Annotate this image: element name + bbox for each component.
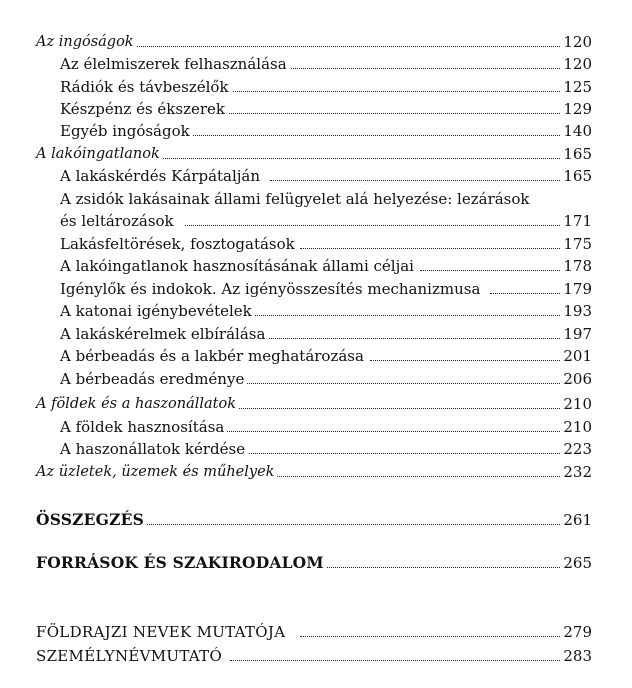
toc-page-number: 265 [560,552,592,574]
toc-index-title: FÖLDRAJZI NEVEK MUTATÓJA [36,621,288,643]
toc-page-number: 175 [560,233,592,255]
toc-entry-foldek-haszonallatok[interactable] [0,393,632,415]
toc-entry-lakaskerdes[interactable] [0,165,632,187]
toc-subsection-title: Igénylők és indokok. Az igényösszesítés mechanizmusa [60,278,483,300]
toc-subsection-title: A katonai igénybevételek [60,300,255,322]
dot-leader [185,225,560,226]
dot-leader [420,270,560,271]
toc-section-title: A földek és a haszonállatok [36,393,239,415]
toc-entry-lakoingatlanok[interactable] [0,143,632,165]
toc-subsection-title: Készpénz és ékszerek [60,98,228,120]
toc-entry-haszonallatok[interactable] [0,438,632,460]
dot-leader [245,453,560,454]
toc-entry-allami-celjai[interactable] [0,255,632,277]
toc-page-number: 197 [560,323,592,345]
toc-subsection-title: Az élelmiszerek felhasználása [60,53,290,75]
toc-entry-keszpenz[interactable] [0,98,632,120]
toc-section-title: Az üzletek, üzemek és műhelyek [36,461,277,483]
dot-leader [310,567,560,568]
dot-leader [190,135,560,136]
toc-entry-forrasok[interactable] [0,552,632,574]
toc-entry-lakaskerelmek[interactable] [0,323,632,345]
toc-subsection-title: A haszonállatok kérdése [60,438,248,460]
dot-leader [270,180,560,181]
toc-entry-uzletek[interactable] [0,461,632,483]
dot-leader [220,113,560,114]
toc-section-title: Az ingóságok [36,31,137,53]
dot-leader [225,431,560,432]
toc-entry-szemelynevmutato[interactable] [0,645,632,667]
toc-page-number: 279 [560,621,592,643]
toc-entry-lakasfeltoresek[interactable] [0,233,632,255]
toc-page-number: 232 [560,461,592,483]
toc-page-number: 193 [560,300,592,322]
toc-subsection-title: A bérbeadás eredménye [60,368,247,390]
toc-page-number: 165 [560,143,592,165]
toc-entry-leltarozasok[interactable] [0,210,632,232]
toc-subsection-title: A lakóingatlanok hasznosításának állami céljai [60,255,417,277]
dot-leader [230,408,560,409]
toc-subsection-title: Egyéb ingóságok [60,120,193,142]
toc-page-number: 140 [560,120,592,142]
dot-leader [120,46,560,47]
toc-entry-zsidok-lakasai[interactable] [0,188,632,210]
toc-entry-foldek-hasznositasa[interactable] [0,416,632,438]
toc-subsection-title: Rádiók és távbeszélők [60,76,232,98]
dot-leader [255,338,560,339]
dot-leader [300,636,560,637]
toc-subsection-title: A lakáskérelmek elbírálása [60,323,268,345]
dot-leader [490,293,560,294]
toc-page-number: 129 [560,98,592,120]
toc-page-number: 210 [560,393,592,415]
toc-subsection-title: Lakásfeltörések, fosztogatások [60,233,298,255]
dot-leader [260,476,560,477]
toc-page-number: 178 [560,255,592,277]
toc-page-number: 283 [560,645,592,667]
toc-page-number: 120 [560,31,592,53]
dot-leader [300,248,560,249]
toc-subsection-title: és leltározások [60,210,177,232]
toc-page-number: 261 [560,509,592,531]
toc-subsection-title: A lakáskérdés Kárpátalján [60,165,263,187]
dot-leader [240,315,560,316]
toc-section-title: A lakóingatlanok [36,143,163,165]
toc-entry-igenylok[interactable] [0,278,632,300]
toc-entry-osszegzes[interactable] [0,509,632,531]
dot-leader [240,383,560,384]
dot-leader [370,360,560,361]
toc-page-number: 171 [560,210,592,232]
toc-page-number: 125 [560,76,592,98]
dot-leader [145,524,560,525]
toc-entry-egyeb[interactable] [0,120,632,142]
dot-leader [280,68,560,69]
dot-leader [150,158,560,159]
toc-entry-katonai[interactable] [0,300,632,322]
toc-entry-berbeadas-lakber[interactable] [0,345,632,367]
toc-page-number: 223 [560,438,592,460]
toc-subsection-title: A zsidók lakásainak állami felügyelet alá helyezése: lezárások [60,188,533,210]
toc-chapter-title: FORRÁSOK ÉS SZAKIRODALOM [36,552,327,574]
toc-page-number: 120 [560,53,592,75]
toc-entry-ingosagok[interactable] [0,31,632,53]
toc-page-number: 179 [560,278,592,300]
toc-page-number: 201 [560,345,592,367]
dot-leader [230,660,560,661]
toc-index-title: SZEMÉLYNÉVMUTATÓ [36,645,225,667]
toc-entry-radiok[interactable] [0,76,632,98]
toc-entry-elelmiszerek[interactable] [0,53,632,75]
toc-page-number: 206 [560,368,592,390]
toc-page-number: 210 [560,416,592,438]
toc-page-number: 165 [560,165,592,187]
toc-entry-foldrajzi-nevek[interactable] [0,621,632,643]
toc-entry-berbeadas-eredmenye[interactable] [0,368,632,390]
toc-subsection-title: A földek hasznosítása [60,416,227,438]
dot-leader [230,91,560,92]
toc-chapter-title: ÖSSZEGZÉS [36,509,147,531]
toc-subsection-title: A bérbeadás és a lakbér meghatározása [60,345,367,367]
